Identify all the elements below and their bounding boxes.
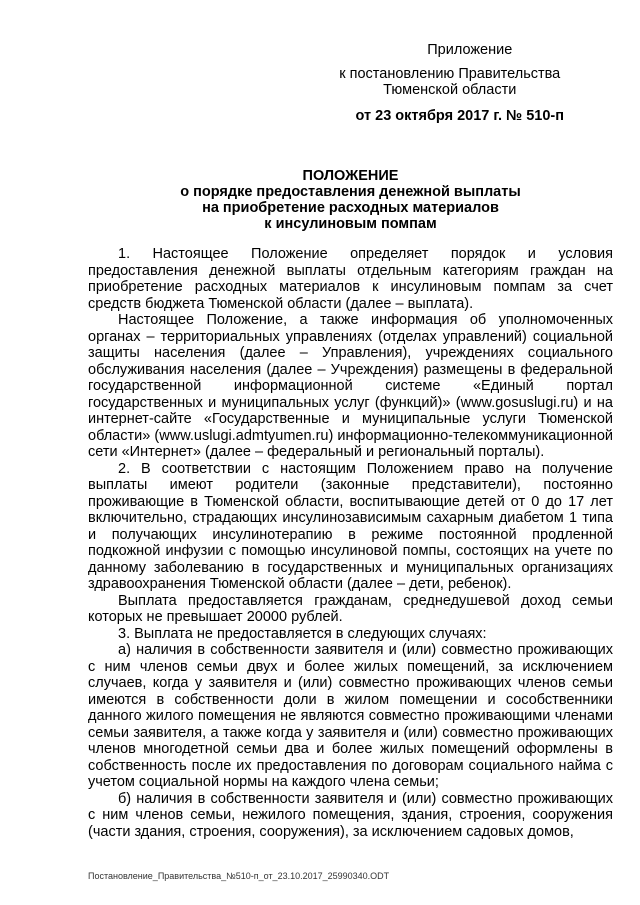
paragraph-6: а) наличия в собственности заявителя и (или) совместно проживающих с ним членов семьи двух и более жилых помещений, за исключением случаев, когда у заявителя и (или) совместно проживающих членов семьи имеются в собственности доли в жилом помещении и сособственники данного жилого помещения не являются совместно проживающими членами семьи заявителя, а также когда у заявителя и (или) совместно проживающих членов многодетной семьи два и более жилых помещений оформлены в собственность после их предоставления по договорам социального найма с учетом социальной нормы на каждого члена семьи; xyxy=(88,642,613,790)
paragraph-2: Настоящее Положение, а также информация об уполномоченных органах – территориальных управлениях (отделах управлений) социальной защиты населения (далее – Управления), учреждениях социального обслуживания населения (далее – Учреждения) размещены в федеральной государственной информационной системе «Единый портал государственных и муниципальных услуг (функций)» (www.gosuslugi.ru) и на интернет-сайте «Государственные и муниципальные услуги Тюменской области» (www.uslugi.admtyumen.ru) информационно-телекоммуникационной сети «Интернет» (далее – федеральный и региональный порталы). xyxy=(88,312,613,460)
resolution-date-number: от 23 октября 2017 г. № 510-п xyxy=(355,108,564,124)
paragraph-7: б) наличия в собственности заявителя и (или) совместно проживающих с ним членов семьи, нежилого помещения, здания, строения, сооружения (части здания, строения, сооружения), за исключением садовых домов, xyxy=(88,790,613,840)
paragraph-1: 1. Настоящее Положение определяет порядок и условия предоставления денежной выплаты отдельным категориям граждан на приобретение расходных материалов к инсулиновым помпам за счет средств бюджета Тюменской области (далее – выплата). xyxy=(88,246,613,312)
appendix-label: Приложение xyxy=(427,42,513,58)
appendix-line-1: к постановлению Правительства xyxy=(339,66,561,82)
title-line-2: на приобретение расходных материалов xyxy=(202,200,499,216)
appendix-header xyxy=(336,42,564,124)
paragraph-4: Выплата предоставляется гражданам, среднедушевой доход семьи которых не превышает 20000 рублей. xyxy=(88,592,613,625)
title-line-3: к инсулиновым помпам xyxy=(264,216,437,232)
file-name-footer: Постановление_Правительства_№510-п_от_23.10.2017_25990340.ODT xyxy=(88,871,390,881)
paragraph-5: 3. Выплата не предоставляется в следующих случаях: xyxy=(118,625,487,642)
appendix-line-2: Тюменской области xyxy=(383,82,517,98)
paragraph-3: 2. В соответствии с настоящим Положением право на получение выплаты имеют родители (законные представители), постоянно проживающие в Тюменской области, воспитывающие детей от 0 до 17 лет включительно, страдающих инсулинозависимым сахарным диабетом 1 типа и получающих инсулинотерапию в режиме постоянной продленной подкожной инфузии с помощью инсулиновой помпы, состоящих на учете по данному заболеванию в государственных и муниципальных организациях здравоохранения Тюменской области (далее – дети, ребенок). xyxy=(88,460,613,592)
title-line-1: о порядке предоставления денежной выплаты xyxy=(180,184,521,200)
title-heading: ПОЛОЖЕНИЕ xyxy=(302,168,399,184)
document-title xyxy=(88,168,613,232)
document-body xyxy=(88,246,613,840)
